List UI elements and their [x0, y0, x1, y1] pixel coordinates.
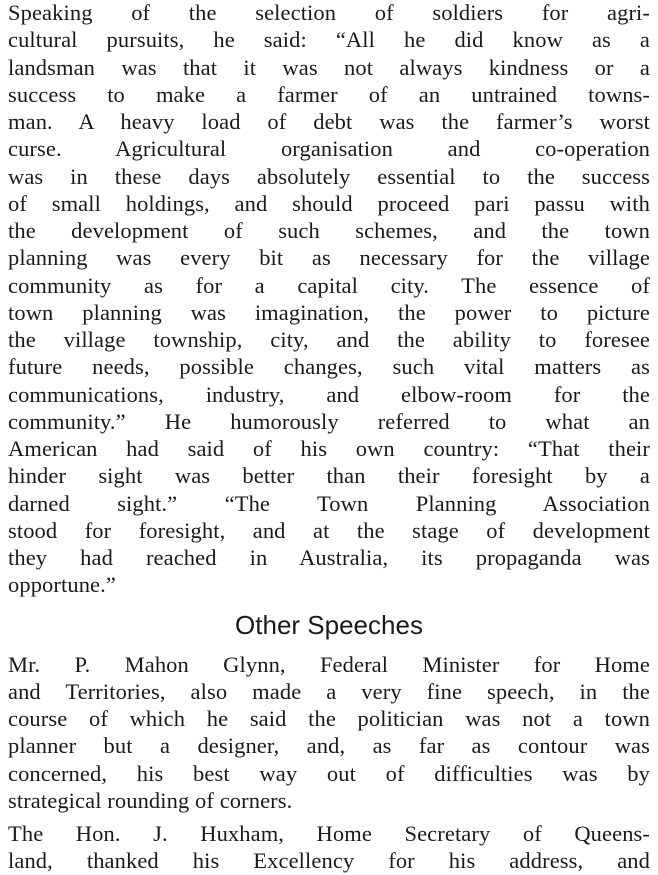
- paragraph-1-line: town planning was imagination, the power to picture: [8, 300, 650, 325]
- paragraph-1-line: opportune.”: [8, 572, 116, 597]
- paragraph-2-line: Mr. P. Mahon Glynn, Federal Minister for Home: [8, 652, 650, 677]
- paragraph-1-line: cultural pursuits, he said: “All he did know as a: [8, 27, 650, 52]
- section-heading: Other Speeches: [235, 610, 423, 640]
- paragraph-1-line: planning was every bit as necessary for the village: [8, 245, 650, 270]
- paragraph-1-line: was in these days absolutely essential to the success: [8, 164, 650, 189]
- paragraph-1-line: success to make a farmer of an untrained towns-: [8, 82, 650, 107]
- paragraph-1-line: man. A heavy load of debt was the farmer’s worst: [8, 109, 650, 134]
- paragraph-3-line: The Hon. J. Huxham, Home Secretary of Queens-: [8, 821, 650, 846]
- paragraph-1-line: community.” He humorously referred to what an: [8, 409, 650, 434]
- paragraph-1-line: the development of such schemes, and the town: [8, 218, 650, 243]
- paragraph-1-line: curse. Agricultural organisation and co-operation: [8, 136, 650, 161]
- paragraph-1-line: stood for foresight, and at the stage of development: [8, 518, 650, 543]
- paragraph-1-line: they had reached in Australia, its propaganda was: [8, 545, 650, 570]
- paragraph-1-line: of small holdings, and should proceed pari passu with: [8, 191, 650, 216]
- paragraph-1-line: community as for a capital city. The essence of: [8, 273, 650, 298]
- paragraph-2-line: course of which he said the politician was not a town: [8, 706, 650, 731]
- paragraph-1-line: darned sight.” “The Town Planning Association: [8, 491, 650, 516]
- paragraph-1-line: the village township, city, and the ability to foresee: [8, 327, 650, 352]
- paragraph-2-line: planner but a designer, and, as far as contour was: [8, 733, 650, 758]
- paragraph-3-line: land, thanked his Excellency for his address, and: [8, 848, 650, 873]
- paragraph-1-line: future needs, possible changes, such vital matters as: [8, 354, 650, 379]
- paragraph-2-line: concerned, his best way out of difficulties was by: [8, 761, 650, 786]
- paragraph-2-line: strategical rounding of corners.: [8, 788, 293, 813]
- paragraph-1-line: Speaking of the selection of soldiers for agri-: [8, 0, 650, 25]
- paragraph-1-line: hinder sight was better than their foresight by a: [8, 463, 650, 488]
- paragraph-2-line: and Territories, also made a very fine speech, in the: [8, 679, 650, 704]
- paragraph-1-line: communications, industry, and elbow-room for the: [8, 382, 650, 407]
- paragraph-1-line: American had said of his own country: “That their: [8, 436, 650, 461]
- paragraph-1-line: landsman was that it was not always kindness or a: [8, 55, 650, 80]
